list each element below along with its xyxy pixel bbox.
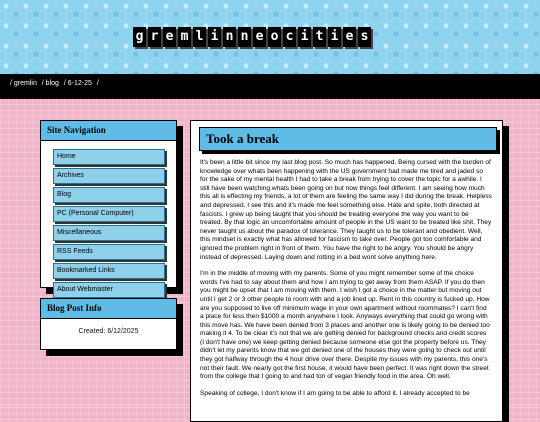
site-title-letter: m (178, 27, 191, 47)
site-navigation-title: Site Navigation (41, 121, 176, 141)
blog-post-info-panel (40, 298, 177, 350)
site-header (0, 0, 540, 74)
post-paragraph: I'm in the middle of moving with my parents. Some of you might remember some of the choice words I've had to say about them and how I am trying to get away from them ASAP. If you do then you might be upset that I am moving with them. I wish I got a choice in the matter but moving out until I get 2 or 3 other people to room with and a job lined up. Rent in this country is fucked up. How are you supposed to live off minimum wage in your own apartment without roommates? I can't find a place for less then $1000 a month anywhere I look. Anyways everything that could go wrong with this move has. We have been denied from 3 places and another one is likely going to be denied too making it 4. To be clear it's not that we are getting denied for background checks and credit scores (I don't have one) we keep getting denied because someone else got the property before us. They didn't let my parents know that we got denied one of the houses they were going to check out until they got halfway through the 4 hour drive over there. Despite my issues with my parents, this one's not their fault. We nearly got the first house, it would have been perfect. It was right down the street from the college that I going to and had ton of vegan friendly food in the area. Oh well. (200, 270, 490, 381)
breadcrumb (10, 80, 102, 87)
nav-item-about-webmaster[interactable]: About Webmaster (53, 282, 165, 298)
nav-item-pc[interactable]: PC (Personal Computer) (53, 206, 165, 222)
site-title-letter: g (133, 27, 146, 47)
breadcrumb-home[interactable]: / gremlin (10, 80, 37, 87)
site-title-letter: e (253, 27, 266, 47)
site-title-letter: i (208, 27, 221, 47)
post-paragraph: Speaking of college, I don't know if I am going to be able to afford it. I already accepted to be (200, 389, 470, 397)
created-date: Created: 6/12/2025 (78, 328, 139, 335)
blog-post-info-title: Blog Post Info (41, 299, 176, 319)
blog-post (190, 120, 503, 422)
nav-list (53, 149, 165, 301)
nav-item-bookmarked-links[interactable]: Bookmarked Links (53, 263, 165, 279)
nav-item-blog[interactable]: Blog (53, 187, 165, 203)
site-title-letter: o (268, 27, 281, 47)
breadcrumb-blog[interactable]: / blog (41, 80, 59, 87)
breadcrumb-post[interactable]: / 6-12-25 (63, 80, 92, 87)
nav-item-archives[interactable]: Archives (53, 168, 165, 184)
site-logo-title[interactable] (133, 26, 401, 48)
site-title-letter: e (163, 27, 176, 47)
breadcrumb-end: / (96, 80, 99, 87)
site-title-letter: r (148, 27, 161, 47)
site-title-letter: e (343, 27, 356, 47)
site-title-letter: s (358, 27, 371, 47)
site-navigation-panel (40, 120, 177, 293)
site-title-letter: i (328, 27, 341, 47)
breadcrumb-bar (0, 74, 540, 99)
site-title-letter: l (193, 27, 206, 47)
post-title: Took a break (199, 127, 497, 151)
nav-item-home[interactable]: Home (53, 149, 165, 165)
nav-item-miscellaneous[interactable]: Miscellaneous (53, 225, 165, 241)
nav-item-rss-feeds[interactable]: RSS Feeds (53, 244, 165, 260)
post-body (200, 159, 492, 406)
site-title-letter: c (283, 27, 296, 47)
post-paragraph: It's been a little bit since my last blog post. So much has happened. Being cursed with the burden of knowledge over whats been happening with the US government had made me tired and jaded so for the sake of my mental health I had to take a break from trying to cover the topic for a awhile. I still have been watching whats been going on but now things feel different. I am seeing how much this all is effecting my friends, a lot of them are feeling the same way I did during the break. Helpless and depressed. I see this and it's made me feel something else. Hate and spite, both directed at fascists. I grew up being taught that you should be treating everyone the way you want to be treated. By that logic an uncomfortable amount of people in the US want to be treated like shit. They never taught us about the paradox of tolerance. They taught us to be tolerant and obedient. Well, this mindset is exactly what has allowed for fascism to take over. People got too comfortable and ignored the problem right in front of them. You have the right to be angry. You should be angry instead of depressed. Laying down and rotting in a bed wont solve anything here. (200, 159, 492, 261)
site-title-letter: t (313, 27, 326, 47)
site-title-letter: n (238, 27, 251, 47)
site-title-letter: i (298, 27, 311, 47)
site-title-letter: n (223, 27, 236, 47)
